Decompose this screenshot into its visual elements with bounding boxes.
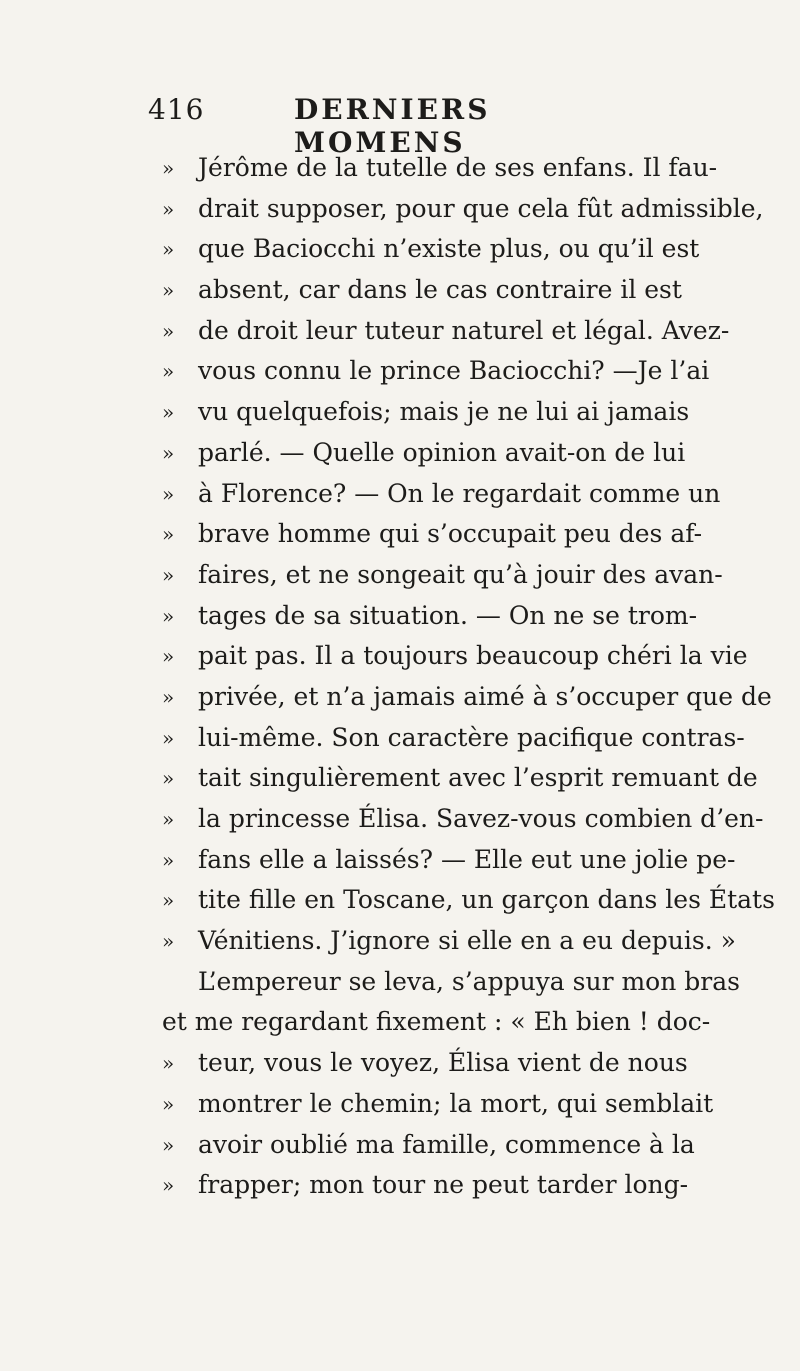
line-text: brave homme qui s’occupait peu des af- bbox=[198, 519, 703, 549]
text-line bbox=[162, 1084, 714, 1125]
text-line bbox=[162, 636, 748, 677]
text-line bbox=[162, 799, 764, 840]
quote-mark: » bbox=[162, 522, 175, 547]
text-line bbox=[162, 840, 736, 881]
text-line bbox=[162, 474, 721, 515]
quote-mark: » bbox=[162, 1173, 175, 1198]
text-line bbox=[162, 921, 736, 962]
quote-mark: » bbox=[162, 359, 175, 384]
text-line bbox=[162, 270, 682, 311]
text-line bbox=[162, 148, 718, 189]
line-text: drait supposer, pour que cela fût admissible, bbox=[198, 193, 764, 223]
line-text: vous connu le prince Baciocchi? —Je l’ai bbox=[198, 356, 710, 386]
line-text: pait pas. Il a toujours beaucoup chéri la vie bbox=[198, 641, 748, 671]
line-text: tite fille en Toscane, un garçon dans les États bbox=[198, 885, 775, 915]
line-text: que Baciocchi n’existe plus, ou qu’il est bbox=[198, 234, 700, 264]
quote-mark: » bbox=[162, 766, 175, 791]
text-line bbox=[162, 962, 740, 1003]
text-line bbox=[162, 433, 686, 474]
text-line bbox=[162, 1002, 711, 1043]
line-text: à Florence? — On le regardait comme un bbox=[198, 478, 721, 508]
text-line bbox=[162, 1165, 689, 1206]
quote-mark: » bbox=[162, 1132, 175, 1157]
text-line bbox=[162, 189, 764, 230]
line-text: lui-même. Son caractère pacifique contras- bbox=[198, 722, 745, 752]
running-title: DERNIERS MOMENS bbox=[294, 93, 491, 159]
text-line bbox=[162, 392, 690, 433]
text-line bbox=[162, 229, 700, 270]
text-line bbox=[162, 311, 730, 352]
line-text: faires, et ne songeait qu’à jouir des avan- bbox=[198, 559, 723, 589]
quote-mark: » bbox=[162, 725, 175, 750]
text-line bbox=[162, 555, 723, 596]
line-text: montrer le chemin; la mort, qui semblait bbox=[198, 1088, 714, 1118]
line-text: la princesse Élisa. Savez-vous combien d’en- bbox=[198, 804, 764, 833]
quote-mark: » bbox=[162, 929, 175, 954]
text-line bbox=[162, 880, 775, 921]
line-text: tait singulièrement avec l’esprit remuant de bbox=[198, 763, 758, 793]
line-text: de droit leur tuteur naturel et légal. Avez- bbox=[198, 315, 730, 345]
line-text: Jérôme de la tutelle de ses enfans. Il fau- bbox=[198, 153, 718, 182]
line-text: parlé. — Quelle opinion avait-on de lui bbox=[198, 437, 686, 467]
quote-mark: » bbox=[162, 644, 175, 669]
page-header bbox=[148, 93, 668, 159]
quote-mark: » bbox=[162, 156, 175, 180]
line-text: avoir oublié ma famille, commence à la bbox=[198, 1129, 695, 1159]
line-text: Vénitiens. J’ignore si elle en a eu depuis. » bbox=[198, 926, 736, 956]
line-text: et me regardant fixement : « Eh bien ! doc- bbox=[162, 1007, 711, 1037]
page-number: 416 bbox=[148, 93, 205, 126]
text-line bbox=[162, 758, 758, 799]
line-text: tages de sa situation. — On ne se trom- bbox=[198, 600, 698, 630]
text-line bbox=[162, 1043, 688, 1084]
quote-mark: » bbox=[162, 196, 175, 221]
body-text bbox=[162, 148, 775, 1206]
text-line bbox=[162, 677, 772, 718]
quote-mark: » bbox=[162, 807, 175, 831]
line-text: teur, vous le voyez, Élisa vient de nous bbox=[198, 1048, 688, 1078]
text-line bbox=[162, 514, 703, 555]
line-text: privée, et n’a jamais aimé à s’occuper que de bbox=[198, 681, 772, 711]
text-line bbox=[162, 1125, 695, 1166]
quote-mark: » bbox=[162, 603, 175, 628]
line-text: fans elle a laissés? — Elle eut une jolie pe- bbox=[198, 844, 736, 874]
quote-mark: » bbox=[162, 847, 175, 872]
quote-mark: » bbox=[162, 684, 175, 709]
text-line bbox=[162, 351, 710, 392]
quote-mark: » bbox=[162, 562, 175, 587]
text-line bbox=[162, 596, 698, 637]
line-text: L’empereur se leva, s’appuya sur mon bras bbox=[198, 966, 740, 996]
text-line bbox=[162, 718, 745, 759]
quote-mark: » bbox=[162, 237, 175, 262]
line-text: vu quelquefois; mais je ne lui ai jamais bbox=[198, 397, 690, 427]
quote-mark: » bbox=[162, 278, 175, 303]
line-text: frapper; mon tour ne peut tarder long- bbox=[198, 1170, 689, 1200]
quote-mark: » bbox=[162, 1051, 175, 1076]
quote-mark: » bbox=[162, 481, 175, 506]
quote-mark: » bbox=[162, 1091, 175, 1116]
quote-mark: » bbox=[162, 440, 175, 465]
quote-mark: » bbox=[162, 318, 175, 343]
line-text: absent, car dans le cas contraire il est bbox=[198, 275, 682, 305]
quote-mark: » bbox=[162, 888, 175, 913]
quote-mark: » bbox=[162, 400, 175, 425]
